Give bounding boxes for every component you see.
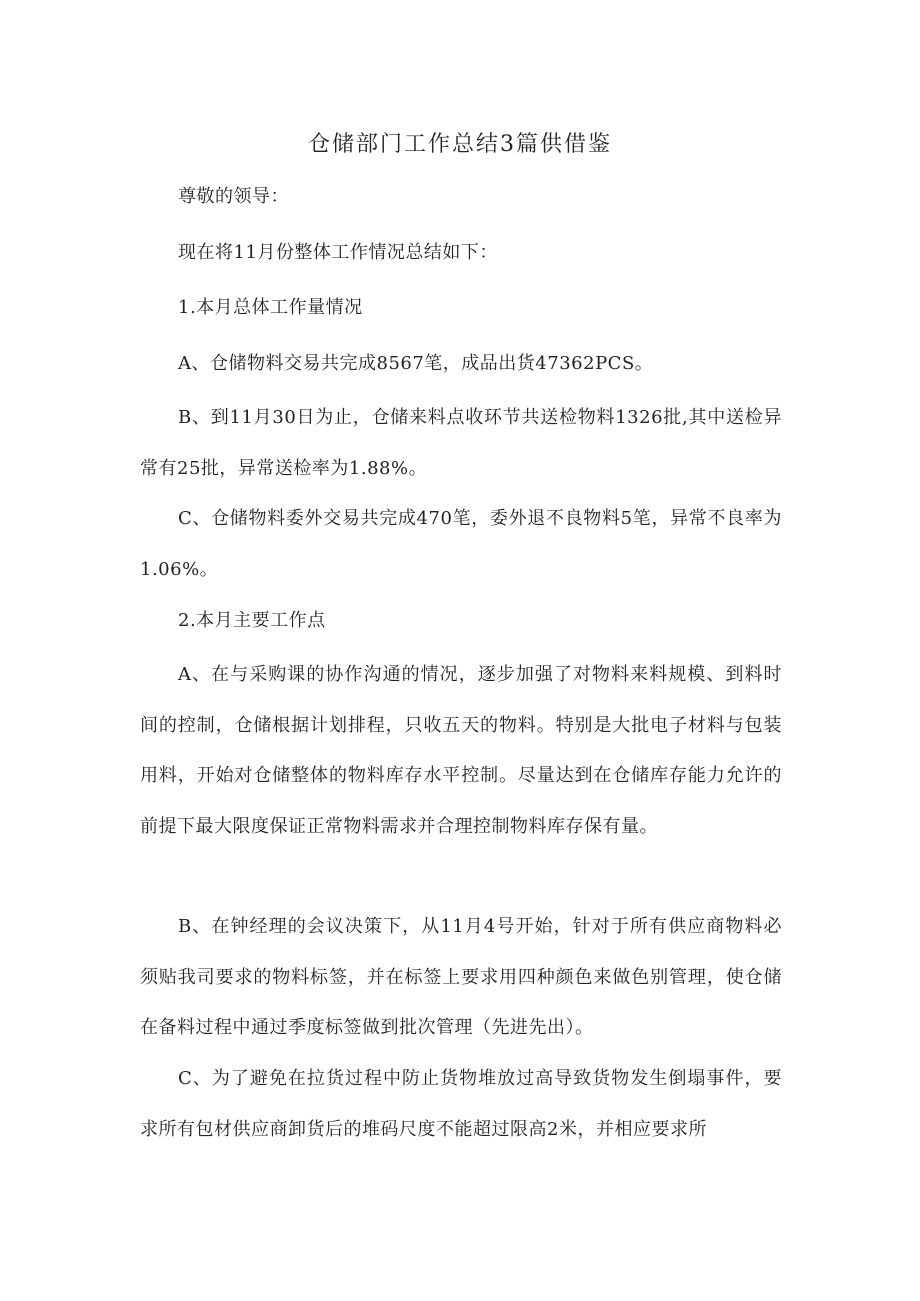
section-1-item-b: B、到11月30日为止，仓储来料点收环节共送检物料1326批,其中送检异常有25批，异常送检率为1.88%。 xyxy=(140,407,782,479)
section-1-heading: 1.本月总体工作量情况 xyxy=(178,297,363,318)
section-2-item-a: A、在与采购课的协作沟通的情况，逐步加强了对物料来料规模、到料时间的控制，仓储根据计划排程，只收五天的物料。特别是大批电子材料与包装用料，开始对仓储整体的物料库存水平控制。尽量达到在仓储库存能力允许的前提下最大限度保证正常物料需求并合理控制物料库存保有量。 xyxy=(140,664,782,837)
salutation: 尊敬的领导： xyxy=(178,186,289,207)
intro-paragraph: 现在将11月份整体工作情况总结如下： xyxy=(178,242,498,263)
section-1-item-c: C、仓储物料委外交易共完成470笔，委外退不良物料5笔，异常不良率为1.06%。 xyxy=(140,508,782,580)
section-2-heading: 2.本月主要工作点 xyxy=(178,610,326,631)
document-title: 仓储部门工作总结3篇供借鉴 xyxy=(308,132,612,157)
section-2-item-c: C、为了避免在拉货过程中防止货物堆放过高导致货物发生倒塌事件，要求所有包材供应商卸货后的堆码尺度不能超过限高2米，并相应要求所 xyxy=(140,1068,782,1140)
section-1-item-a: A、仓储物料交易共完成8567笔，成品出货47362PCS。 xyxy=(178,353,654,374)
section-2-item-b: B、在钟经理的会议决策下，从11月4号开始，针对于所有供应商物料必须贴我司要求的物料标签，并在标签上要求用四种颜色来做色别管理，使仓储在备料过程中通过季度标签做到批次管理（先进先出）。 xyxy=(140,916,782,1038)
